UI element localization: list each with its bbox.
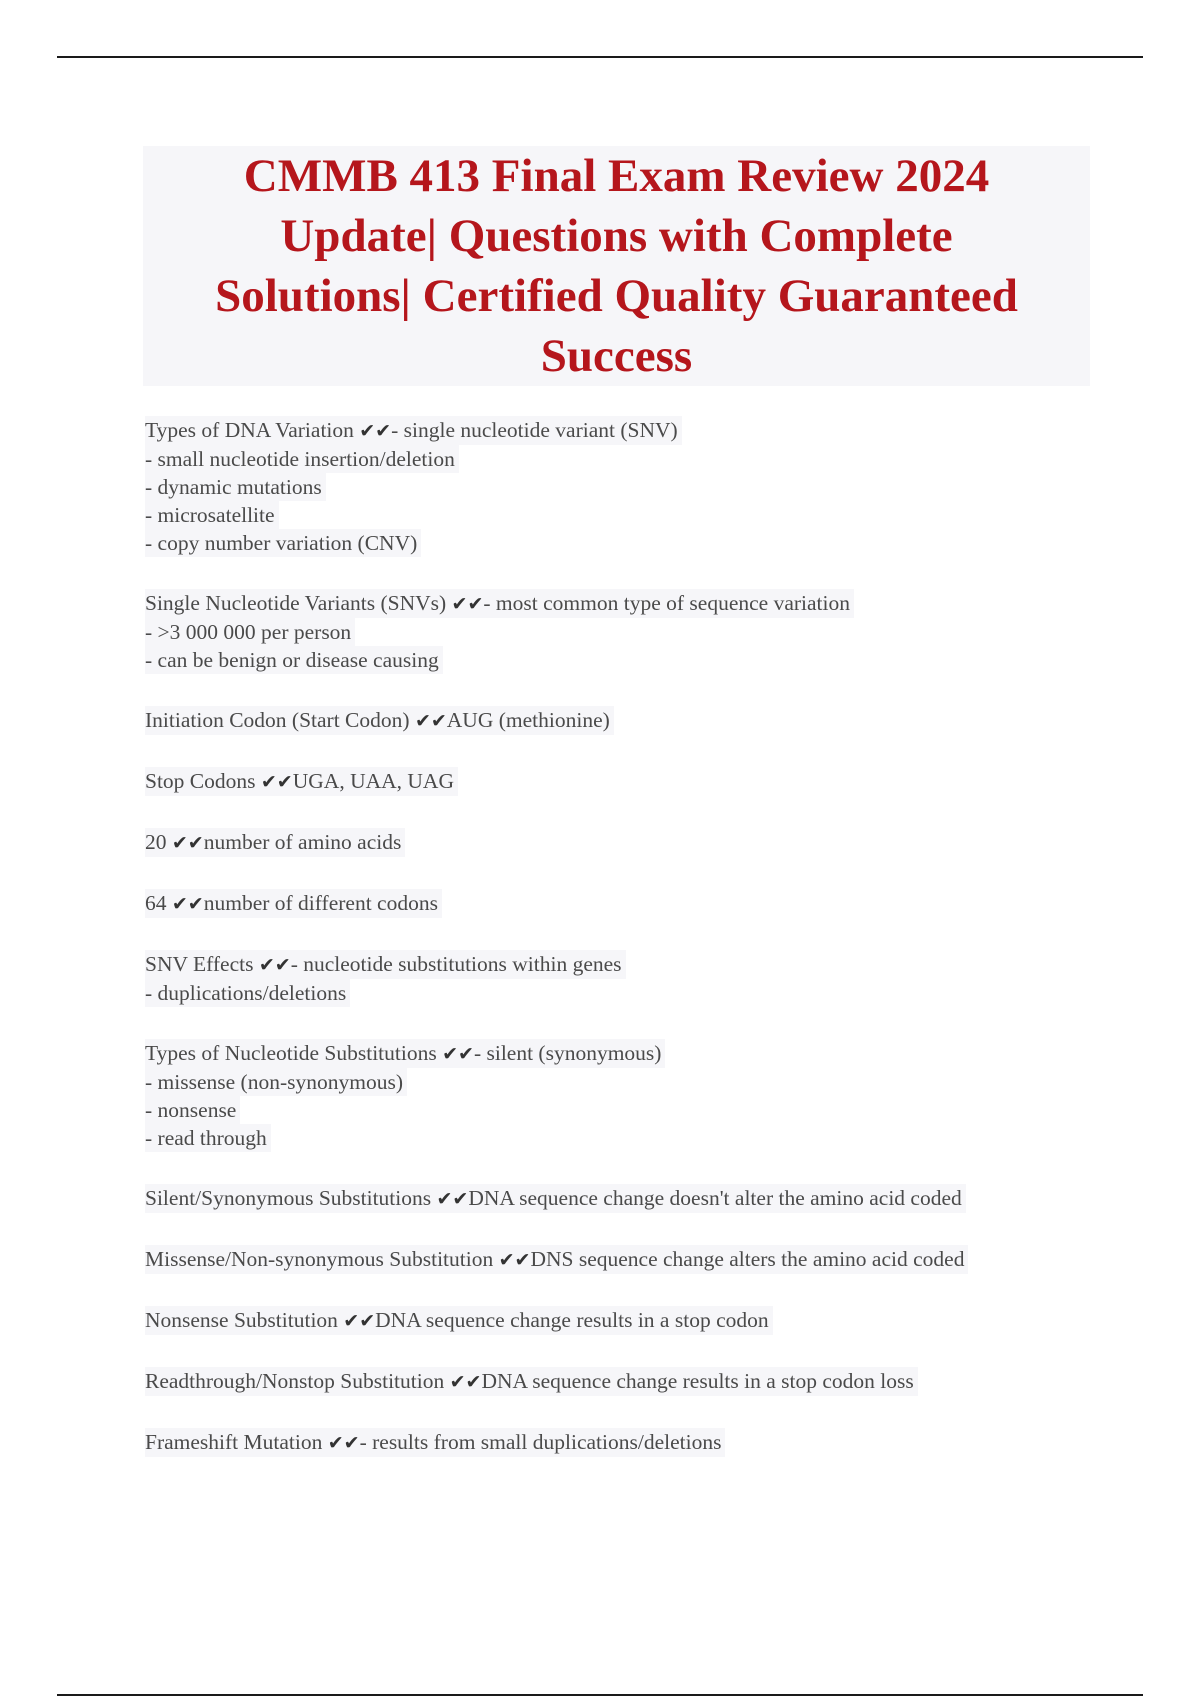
qa-term: Silent/Synonymous Substitutions — [145, 1186, 437, 1210]
qa-answer: - most common type of sequence variation — [483, 591, 850, 615]
qa-entry — [145, 416, 1105, 557]
double-check-icon: ✔✔ — [449, 1371, 482, 1393]
double-check-icon: ✔✔ — [414, 710, 447, 732]
title-line: Solutions| Certified Quality Guaranteed — [215, 270, 1018, 322]
qa-answer-line: - read through — [145, 1124, 271, 1152]
qa-list — [145, 416, 1105, 1489]
qa-answer: - results from small duplications/deletions — [359, 1430, 722, 1454]
double-check-icon: ✔✔ — [451, 593, 484, 615]
title-line: Update| Questions with Complete — [280, 210, 953, 262]
qa-first-line — [145, 828, 405, 857]
qa-term: Single Nucleotide Variants (SNVs) — [145, 591, 452, 615]
qa-term: Nonsense Substitution — [145, 1308, 344, 1332]
qa-entry — [145, 950, 1105, 1007]
document-title — [143, 146, 1090, 386]
qa-entry — [145, 706, 1105, 735]
qa-entry — [145, 767, 1105, 796]
qa-term: SNV Effects — [145, 952, 259, 976]
qa-term: Readthrough/Nonstop Substitution — [145, 1369, 450, 1393]
double-check-icon: ✔✔ — [498, 1249, 531, 1271]
qa-entry — [145, 889, 1105, 918]
double-check-icon: ✔✔ — [171, 893, 204, 915]
qa-term: Frameshift Mutation — [145, 1430, 328, 1454]
qa-term: Initiation Codon (Start Codon) — [145, 708, 415, 732]
qa-first-line — [145, 1039, 665, 1068]
double-check-icon: ✔✔ — [327, 1432, 360, 1454]
qa-term: 20 — [145, 830, 172, 854]
qa-answer: AUG (methionine) — [446, 708, 610, 732]
qa-answer: DNA sequence change doesn't alter the amino acid coded — [468, 1186, 962, 1210]
qa-entry — [145, 1039, 1105, 1152]
qa-term: Types of DNA Variation — [145, 418, 360, 442]
qa-answer-line: - can be benign or disease causing — [145, 646, 443, 674]
qa-first-line — [145, 1245, 968, 1274]
qa-answer-line: - microsatellite — [145, 501, 279, 529]
double-check-icon: ✔✔ — [260, 771, 293, 793]
qa-first-line — [145, 767, 458, 796]
qa-first-line — [145, 1306, 773, 1335]
qa-entry — [145, 1367, 1105, 1396]
qa-answer-line: - >3 000 000 per person — [145, 618, 355, 646]
qa-answer: number of different codons — [203, 891, 438, 915]
qa-term: Types of Nucleotide Substitutions — [145, 1041, 443, 1065]
qa-answer-line: - missense (non-synonymous) — [145, 1068, 407, 1096]
qa-first-line — [145, 1184, 966, 1213]
double-check-icon: ✔✔ — [258, 954, 291, 976]
qa-answer: DNA sequence change results in a stop codon — [375, 1308, 769, 1332]
qa-answer-line: - copy number variation (CNV) — [145, 529, 421, 557]
qa-answer-line: - nonsense — [145, 1096, 240, 1124]
qa-answer: - silent (synonymous) — [473, 1041, 662, 1065]
qa-entry — [145, 1184, 1105, 1213]
qa-entry — [145, 828, 1105, 857]
qa-answer: number of amino acids — [203, 830, 402, 854]
qa-first-line — [145, 950, 626, 979]
qa-answer-line: - dynamic mutations — [145, 473, 326, 501]
qa-answer: UGA, UAA, UAG — [292, 769, 454, 793]
qa-first-line — [145, 706, 614, 735]
qa-answer: - single nucleotide variant (SNV) — [391, 418, 678, 442]
qa-first-line — [145, 889, 442, 918]
top-rule — [57, 56, 1143, 58]
qa-entry — [145, 1306, 1105, 1335]
qa-entry — [145, 1428, 1105, 1457]
qa-answer: - nucleotide substitutions within genes — [290, 952, 622, 976]
qa-answer: DNS sequence change alters the amino acid coded — [530, 1247, 965, 1271]
qa-entry — [145, 1245, 1105, 1274]
qa-first-line — [145, 416, 682, 445]
title-line: Success — [540, 330, 693, 382]
qa-answer-line: - small nucleotide insertion/deletion — [145, 445, 459, 473]
double-check-icon: ✔✔ — [436, 1188, 469, 1210]
double-check-icon: ✔✔ — [171, 832, 204, 854]
qa-term: 64 — [145, 891, 172, 915]
qa-term: Stop Codons — [145, 769, 261, 793]
qa-entry — [145, 589, 1105, 674]
bottom-rule — [57, 1694, 1143, 1696]
title-banner — [143, 146, 1090, 386]
double-check-icon: ✔✔ — [343, 1310, 376, 1332]
qa-term: Missense/Non-synonymous Substitution — [145, 1247, 499, 1271]
qa-first-line — [145, 1367, 918, 1396]
qa-first-line — [145, 1428, 725, 1457]
qa-answer: DNA sequence change results in a stop codon loss — [481, 1369, 914, 1393]
qa-first-line — [145, 589, 854, 618]
qa-answer-line: - duplications/deletions — [145, 979, 350, 1007]
title-line: CMMB 413 Final Exam Review 2024 — [243, 150, 990, 202]
double-check-icon: ✔✔ — [359, 420, 392, 442]
double-check-icon: ✔✔ — [442, 1043, 474, 1065]
